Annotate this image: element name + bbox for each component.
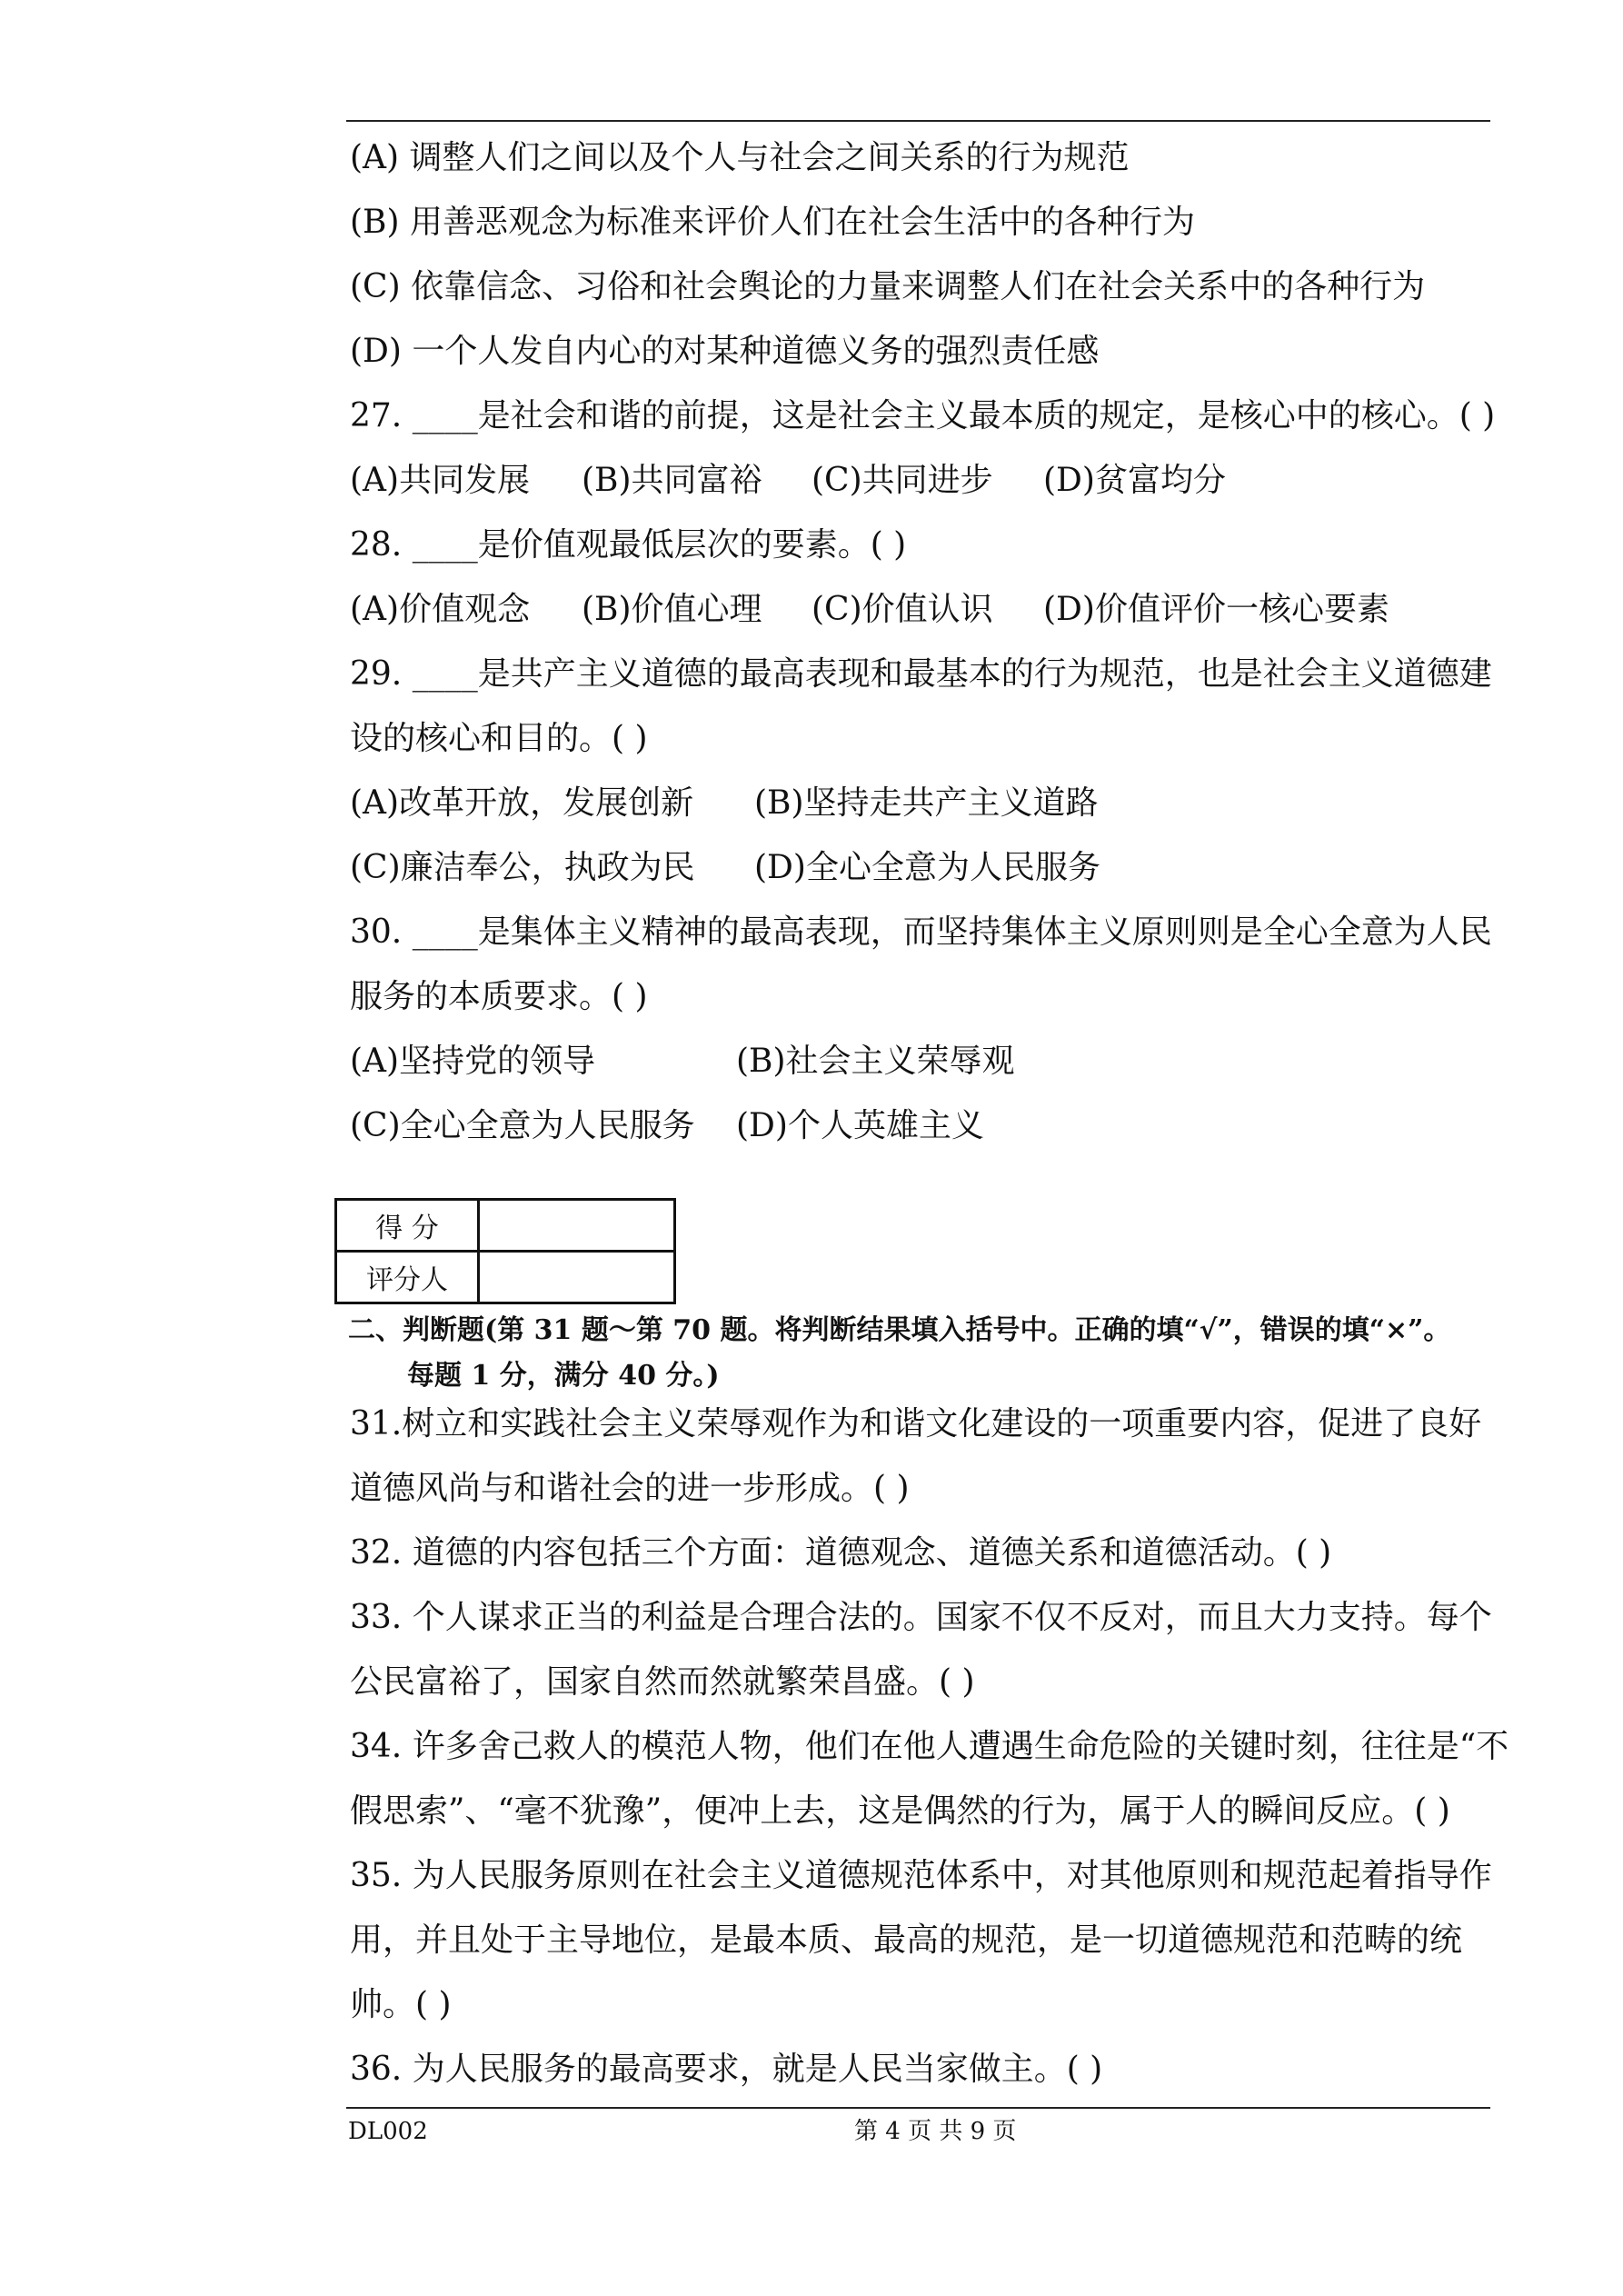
q26-option-d: (D) 一个人发自内心的对某种道德义务的强烈责任感: [350, 333, 1100, 370]
q27-option-d: (D)贫富均分: [1043, 462, 1226, 499]
q26-option-a: (A) 调整人们之间以及个人与社会之间关系的行为规范: [350, 139, 1130, 176]
q29-options-row2: [350, 848, 1100, 888]
header-rule: [346, 120, 1490, 122]
q27-option-b: (B)共同富裕: [582, 462, 762, 499]
q35-line2: 用，并且处于主导地位，是最本质、最高的规范，是一切道德规范和范畴的统: [350, 1922, 1463, 1959]
q29-stem-line1: 29. ____是共产主义道德的最高表现和最基本的行为规范，也是社会主义道德建: [350, 655, 1492, 693]
q28-options: [350, 590, 1389, 630]
q29-option-b: (B)坚持走共产主义道路: [754, 784, 1099, 822]
q35-line3: 帅。( ): [350, 1986, 452, 2023]
q28-option-c: (C)价值认识: [812, 591, 993, 628]
q30-option-d: (D)个人英雄主义: [736, 1107, 984, 1144]
q30-option-a: (A)坚持党的领导: [350, 1043, 596, 1080]
grader-label: 评分人: [336, 1252, 479, 1303]
q35-line1: 35. 为人民服务原则在社会主义道德规范体系中，对其他原则和规范起着指导作: [350, 1857, 1492, 1894]
grader-cell[interactable]: [479, 1252, 675, 1303]
q30-option-b: (B)社会主义荣辱观: [736, 1043, 1015, 1080]
q29-stem-line2: 设的核心和目的。( ): [350, 720, 648, 757]
q33-line2: 公民富裕了，国家自然而然就繁荣昌盛。( ): [350, 1663, 975, 1701]
q36-line: 36. 为人民服务的最高要求，就是人民当家做主。( ): [350, 2051, 1103, 2088]
q34-line2: 假思索”、“毫不犹豫”，便冲上去，这是偶然的行为，属于人的瞬间反应。( ): [350, 1792, 1450, 1830]
score-cell[interactable]: [479, 1200, 675, 1252]
q34-line1: 34. 许多舍己救人的模范人物，他们在他人遭遇生命危险的关键时刻，往往是“不: [350, 1728, 1509, 1765]
q31-line1: 31.树立和实践社会主义荣辱观作为和谐文化建设的一项重要内容，促进了良好: [350, 1405, 1482, 1442]
q27-option-c: (C)共同进步: [812, 462, 993, 499]
q33-line1: 33. 个人谋求正当的利益是合理合法的。国家不仅不反对，而且大力支持。每个: [350, 1599, 1492, 1636]
section2-title-line1: 二、判断题(第 31 题～第 70 题。将判断结果填入括号中。正确的填“√”，错误的填“×”。: [348, 1314, 1451, 1346]
q29-option-c: (C)廉洁奉公，执政为民: [350, 849, 695, 886]
score-label: 得 分: [336, 1200, 479, 1252]
q29-options-row1: [350, 784, 1099, 824]
q30-stem-line2: 服务的本质要求。( ): [350, 978, 648, 1015]
q30-stem-line1: 30. ____是集体主义精神的最高表现，而坚持集体主义原则则是全心全意为人民: [350, 913, 1492, 951]
q26-option-b: (B) 用善恶观念为标准来评价人们在社会生活中的各种行为: [350, 204, 1195, 241]
q28-stem: 28. ____是价值观最低层次的要素。( ): [350, 526, 907, 564]
q30-option-c: (C)全心全意为人民服务: [350, 1107, 695, 1144]
q29-option-a: (A)改革开放，发展创新: [350, 784, 694, 822]
q31-line2: 道德风尚与和谐社会的进一步形成。( ): [350, 1470, 910, 1507]
q30-options-row1: [350, 1042, 1015, 1082]
q28-option-d: (D)价值评价一核心要素: [1043, 591, 1389, 628]
q29-option-d: (D)全心全意为人民服务: [754, 849, 1100, 886]
q26-option-c: (C) 依靠信念、习俗和社会舆论的力量来调整人们在社会关系中的各种行为: [350, 268, 1426, 305]
section2-title-line2: 每题 1 分，满分 40 分。): [407, 1360, 720, 1392]
footer-code: DL002: [348, 2118, 428, 2145]
footer-page-number: 第 4 页 共 9 页: [854, 2118, 1017, 2145]
q27-option-a: (A)共同发展: [350, 462, 531, 499]
score-table: [334, 1198, 676, 1304]
q27-stem: 27. ____是社会和谐的前提，这是社会主义最本质的规定，是核心中的核心。( ): [350, 397, 1496, 434]
q30-options-row2: [350, 1106, 984, 1146]
q32-line: 32. 道德的内容包括三个方面：道德观念、道德关系和道德活动。( ): [350, 1534, 1332, 1572]
q28-option-a: (A)价值观念: [350, 591, 531, 628]
q28-option-b: (B)价值心理: [582, 591, 762, 628]
footer-rule: [346, 2107, 1490, 2109]
q27-options: [350, 461, 1226, 501]
